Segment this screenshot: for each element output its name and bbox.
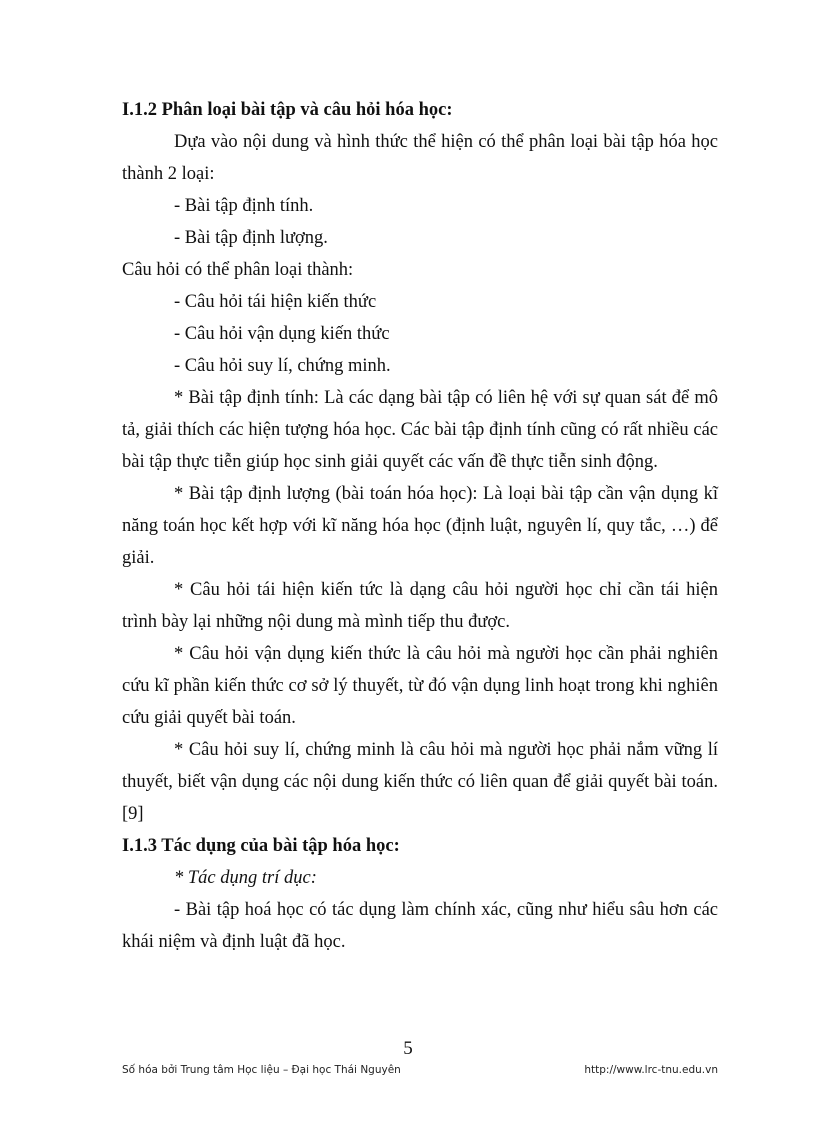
section-heading-1-1-2: I.1.2 Phân loại bài tập và câu hỏi hóa học: (122, 100, 453, 120)
list-item: - Câu hỏi suy lí, chứng minh. (174, 356, 391, 376)
paragraph: - Bài tập hoá học có tác dụng làm chính xác, cũng như hiểu sâu hơn các khái niệm và định luật đã học. (122, 900, 718, 952)
section-heading-1-1-3: I.1.3 Tác dụng của bài tập hóa học: (122, 836, 400, 856)
paragraph: * Câu hỏi vận dụng kiến thức là câu hỏi mà người học cần phải nghiên cứu kĩ phần kiến thức cơ sở lý thuyết, từ đó vận dụng linh hoạt trong khi nghiên cứu giải quyết bài toán. (122, 644, 718, 728)
list-item: - Câu hỏi vận dụng kiến thức (174, 324, 390, 344)
list-item: - Câu hỏi tái hiện kiến thức (174, 292, 377, 312)
page-number: 5 (403, 1038, 413, 1059)
list-item: - Bài tập định lượng. (174, 228, 328, 248)
list-item: - Bài tập định tính. (174, 196, 314, 216)
footer-url: http://www.lrc-tnu.edu.vn (584, 1064, 718, 1076)
paragraph: * Bài tập định tính: Là các dạng bài tập có liên hệ với sự quan sát để mô tả, giải thích các hiện tượng hóa học. Các bài tập định tính cũng có rất nhiều các bài tập thực tiễn giúp học sinh giải quyết các vấn đề thực tiễn sinh động. (122, 388, 718, 472)
paragraph: * Bài tập định lượng (bài toán hóa học): Là loại bài tập cần vận dụng kĩ năng toán học kết hợp với kĩ năng hóa học (định luật, nguyên lí, quy tắc, …) để giải. (122, 484, 718, 568)
subheading: * Tác dụng trí dục: (174, 868, 317, 888)
paragraph: Câu hỏi có thể phân loại thành: (122, 260, 354, 280)
paragraph: Dựa vào nội dung và hình thức thể hiện có thể phân loại bài tập hóa học thành 2 loại: (122, 132, 718, 184)
page-body (122, 94, 718, 958)
paragraph: * Câu hỏi tái hiện kiến tức là dạng câu hỏi người học chỉ cần tái hiện trình bày lại những nội dung mà mình tiếp thu được. (122, 580, 718, 632)
footer-credit: Số hóa bởi Trung tâm Học liệu – Đại học Thái Nguyên (122, 1064, 401, 1076)
paragraph: * Câu hỏi suy lí, chứng minh là câu hỏi mà người học phải nắm vững lí thuyết, biết vận dụng các nội dung kiến thức có liên quan để giải quyết bài toán.[9] (122, 740, 718, 824)
